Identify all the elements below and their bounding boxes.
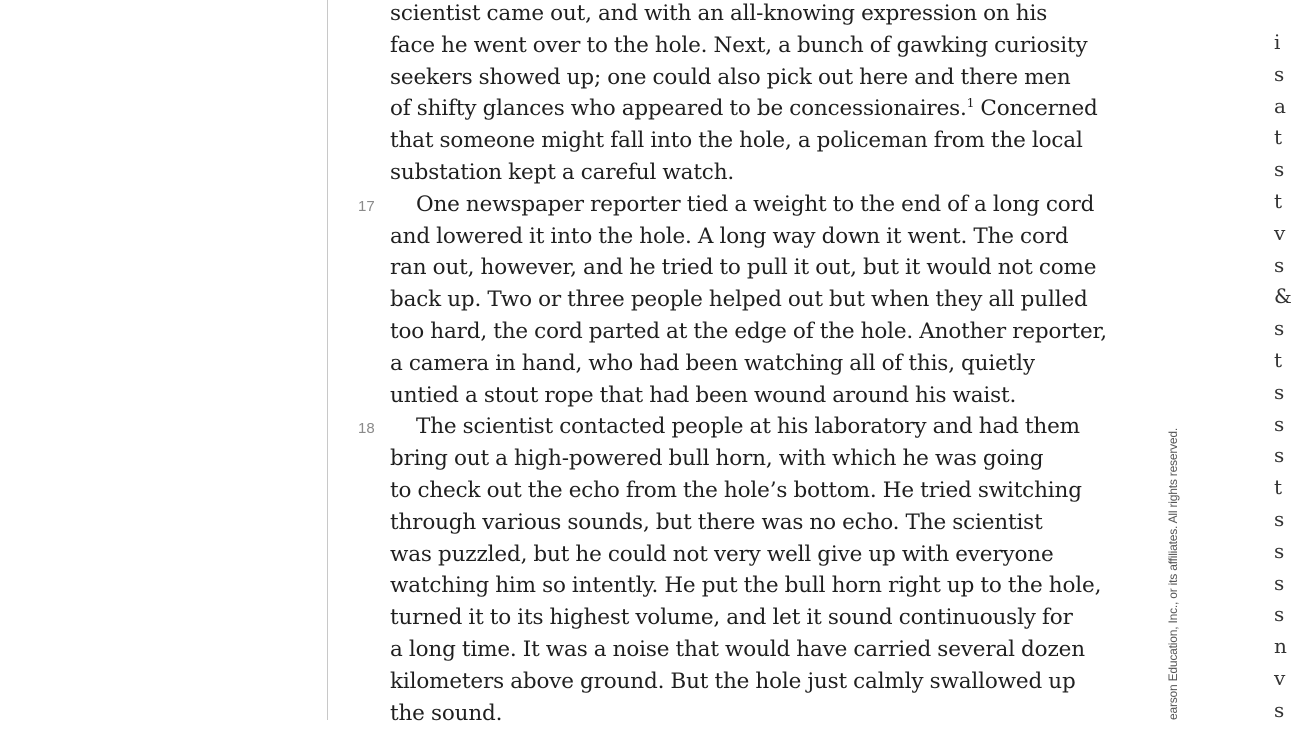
next-page-glyph: v bbox=[1274, 666, 1286, 690]
next-page-glyph: & bbox=[1274, 284, 1292, 309]
text-line: substation kept a careful watch. bbox=[390, 159, 735, 185]
next-page-glyph: n bbox=[1274, 634, 1287, 659]
next-page-glyph: s bbox=[1274, 252, 1285, 277]
text-line-part: The scientist contacted people at his laboratory and had them bbox=[416, 414, 1080, 440]
text-line: ran out, however, and he tried to pull it out, but it would not come bbox=[390, 255, 1097, 281]
text-line-with-footnote bbox=[390, 93, 1110, 125]
page-left-edge bbox=[327, 0, 328, 720]
next-page-glyph: s bbox=[1274, 157, 1285, 182]
text-line: bring out a high-powered bull horn, with which he was going bbox=[390, 446, 1044, 472]
text-line: untied a stout rope that had been wound around his waist. bbox=[390, 382, 1017, 408]
next-page-glyph: s bbox=[1274, 570, 1285, 595]
story-text-column bbox=[358, 0, 1110, 729]
footnote-marker[interactable]: 1 bbox=[966, 96, 975, 111]
text-line: a long time. It was a noise that would have carried several dozen bbox=[390, 636, 1085, 662]
text-line: seekers showed up; one could also pick out here and there men bbox=[390, 64, 1071, 90]
next-page-glyph: s bbox=[1274, 411, 1285, 436]
paragraph-first-line bbox=[358, 411, 1110, 443]
next-page-glyph: s bbox=[1274, 316, 1285, 341]
text-line: kilometers above ground. But the hole just calmly swallowed up bbox=[390, 668, 1076, 694]
text-line: to check out the echo from the hole’s bottom. He tried switching bbox=[390, 477, 1082, 503]
next-page-glyph: v bbox=[1274, 220, 1286, 245]
text-line: that someone might fall into the hole, a policeman from the local bbox=[390, 128, 1083, 154]
text-line-part: of shifty glances who appeared to be concessionaires. bbox=[390, 96, 967, 122]
text-line: and lowered it into the hole. A long way down it went. The cord bbox=[390, 223, 1069, 249]
next-page-glyph: s bbox=[1274, 697, 1285, 722]
next-page-glyph: s bbox=[1274, 507, 1285, 531]
text-line: the sound. bbox=[390, 700, 503, 726]
text-line: too hard, the cord parted at the edge of the hole. Another reporter, bbox=[390, 318, 1107, 344]
next-page-glyph: t bbox=[1274, 125, 1283, 150]
next-page-glyph: s bbox=[1274, 602, 1285, 627]
next-page-glyph: s bbox=[1274, 443, 1285, 468]
text-line: was puzzled, but he could not very well give up with everyone bbox=[390, 541, 1054, 567]
next-page-glyph: a bbox=[1274, 93, 1286, 118]
next-page-glyph: s bbox=[1274, 538, 1285, 563]
copyright-notice: earson Education, Inc., or its affiliates. All rights reserved. bbox=[1166, 428, 1180, 720]
next-page-glyph: t bbox=[1274, 189, 1283, 213]
text-line: watching him so intently. He put the bull horn right up to the hole, bbox=[390, 573, 1102, 599]
text-line: turned it to its highest volume, and let it sound continuously for bbox=[390, 605, 1073, 631]
text-line: scientist came out, and with an all-knowing expression on his bbox=[390, 1, 1048, 26]
next-page-glyph: s bbox=[1274, 61, 1285, 86]
next-page-edge bbox=[1268, 0, 1292, 722]
text-line-part: One newspaper reporter tied a weight to the end of a long cord bbox=[416, 191, 1095, 217]
paragraph-number: 17 bbox=[358, 197, 375, 215]
paragraph-first-line bbox=[358, 189, 1110, 221]
next-page-glyph: s bbox=[1274, 379, 1285, 404]
text-line: through various sounds, but there was no echo. The scientist bbox=[390, 509, 1043, 535]
text-line: face he went over to the hole. Next, a bunch of gawking curiosity bbox=[390, 32, 1088, 58]
paragraph-number: 18 bbox=[358, 420, 375, 438]
text-line: a camera in hand, who had been watching all of this, quietly bbox=[390, 350, 1035, 376]
next-page-glyph: i bbox=[1274, 30, 1281, 54]
text-line-part: Concerned bbox=[974, 96, 1098, 122]
text-line: back up. Two or three people helped out but when they all pulled bbox=[390, 287, 1088, 313]
next-page-glyph: t bbox=[1274, 348, 1283, 372]
next-page-glyph: t bbox=[1274, 475, 1283, 500]
